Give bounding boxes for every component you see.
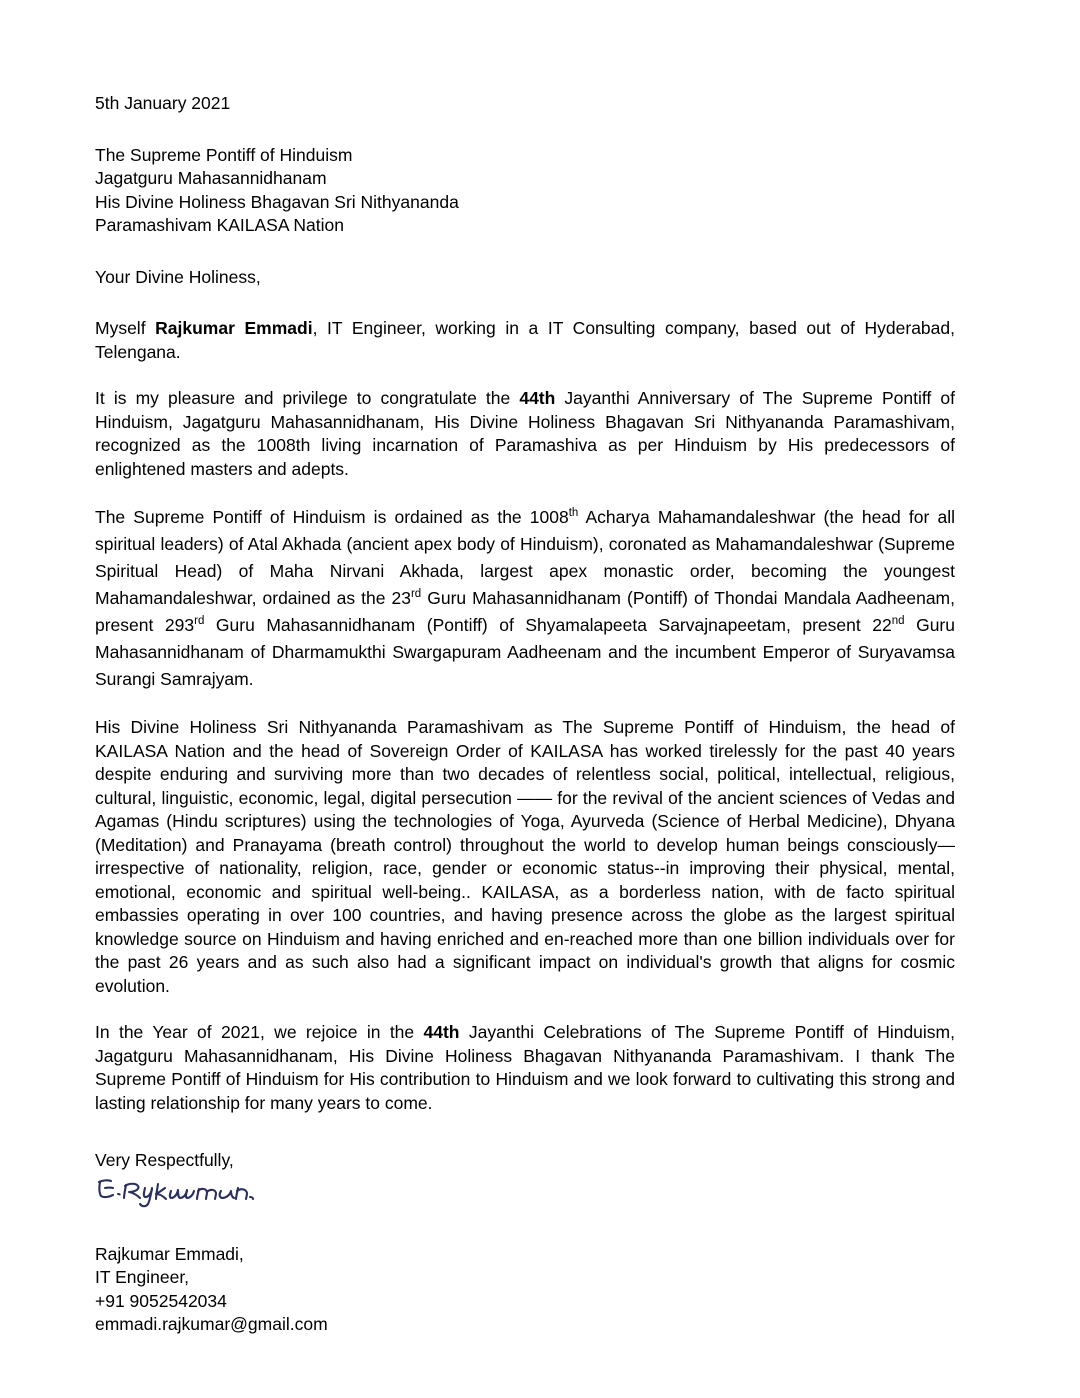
ordinal-suffix-293: rd xyxy=(194,615,205,628)
paragraph-closing-wishes xyxy=(95,1021,955,1115)
closing-salutation: Very Respectfully, xyxy=(95,1150,234,1170)
spacer xyxy=(95,116,955,144)
paragraph-2-part-2: Jayanthi Anniversary of The Supreme Pontiff of Hinduism, Jagatguru Mahasannidhanam, His Divine Holiness Bhagavan Sri Nithyananda Paramashivam, recognized as the 1008th living incarnation of Paramashiva as per Hinduism by His predecessors of enlightened masters and adepts. xyxy=(95,388,955,479)
spacer xyxy=(95,1209,955,1243)
paragraph-3-part-1: The Supreme Pontiff of Hinduism is ordained as the 1008 xyxy=(95,507,569,527)
recipient-line-1: The Supreme Pontiff of Hinduism xyxy=(95,144,353,165)
ordinal-suffix-1008: th xyxy=(568,507,579,520)
signer-email: emmadi.rajkumar@gmail.com xyxy=(95,1314,328,1334)
paragraph-achievements: His Divine Holiness Sri Nithyananda Paramashivam as The Supreme Pontiff of Hinduism, the head of KAILASA Nation and the head of Sovereign Order of KAILASA has worked tirelessly for the past 40 years despite enduring and surviving more than two decades of relentless social, political, intellectual, religious, cultural, linguistic, economic, legal, digital persecution —— for the revival of the ancient sciences of Vedas and Agamas (Hindu scriptures) using the technologies of Yoga, Ayurveda (Science of Herbal Medicine), Dhyana (Meditation) and Pranayama (breath control) throughout the world to develop human beings consciously—irrespective of nationality, religion, race, gender or economic status--in improving their physical, mental, emotional, economic and spiritual well-being.. KAILASA, as a borderless nation, with de facto spiritual embassies operating in over 100 countries, and having presence across the globe as the largest spiritual knowledge source on Hinduism and having enriched and en-reached more than one billion individuals over for the past 26 years and as such also had a significant impact on individual's growth that aligns for cosmic evolution. xyxy=(95,717,955,996)
letter-body xyxy=(95,92,955,1337)
sender-name-bold: Rajkumar Emmadi xyxy=(155,318,313,338)
spacer xyxy=(95,693,955,716)
spacer xyxy=(95,481,955,504)
letter-date: 5th January 2021 xyxy=(95,93,231,113)
ordinal-suffix-23: rd xyxy=(410,588,422,601)
paragraph-5-part-1: In the Year of 2021, we rejoice in the xyxy=(95,1022,424,1042)
signer-title: IT Engineer, xyxy=(95,1267,190,1287)
spacer xyxy=(95,289,955,317)
paragraph-2-part-1: It is my pleasure and privilege to congratulate the xyxy=(95,388,520,408)
paragraph-introduction xyxy=(95,317,955,364)
handwritten-signature xyxy=(95,1175,955,1209)
recipient-line-4: Paramashivam KAILASA Nation xyxy=(95,215,345,235)
paragraph-3-part-5: Guru Mahasannidhanam of Dharmamukthi Swargapuram Aadheenam and the incumbent Emperor of Suryavamsa Surangi Samrajyam. xyxy=(95,615,955,689)
recipient-address xyxy=(95,144,955,238)
paragraph-3-part-3: Guru Mahasannidhanam (Pontiff) of Thondai Mandala Aadheenam, present 293 xyxy=(95,588,955,635)
celebration-number-bold: 44th xyxy=(423,1022,460,1042)
paragraph-1-text-after: , IT Engineer, working in a IT Consulting company, based out of Hyderabad, Telengana. xyxy=(95,318,955,362)
signer-phone: +91 9052542034 xyxy=(95,1290,227,1311)
ordinal-suffix-22: nd xyxy=(891,615,905,628)
paragraph-3-part-4: Guru Mahasannidhanam (Pontiff) of Shyamalapeeta Sarvajnapeetam, present 22 xyxy=(204,615,892,635)
salutation: Your Divine Holiness, xyxy=(95,266,261,287)
paragraph-congratulation xyxy=(95,387,955,481)
paragraph-1-text-before: Myself xyxy=(95,318,156,338)
paragraph-titles xyxy=(95,504,955,693)
paragraph-3-part-2: Acharya Mahamandaleshwar (the head for all spiritual leaders) of Atal Akhada (ancient apex body of Hinduism), coronated as Mahamandaleshwar (Supreme Spiritual Head) of Maha Nirvani Akhada, largest apex monastic order, becoming the youngest Mahamandaleshwar, ordained as the 23 xyxy=(95,507,955,608)
signer-block xyxy=(95,1243,955,1337)
spacer xyxy=(95,1115,955,1149)
signer-name: Rajkumar Emmadi, xyxy=(95,1243,244,1264)
recipient-line-3: His Divine Holiness Bhagavan Sri Nithyananda xyxy=(95,191,459,212)
spacer xyxy=(95,998,955,1021)
paragraph-5-part-2: Jayanthi Celebrations of The Supreme Pontiff of Hinduism, Jagatguru Mahasannidhanam, His Divine Holiness Bhagavan Nithyananda Paramashivam. I thank The Supreme Pontiff of Hinduism for His contribution to Hinduism and we look forward to cultivating this strong and lasting relationship for many years to come. xyxy=(95,1022,955,1113)
spacer xyxy=(95,238,955,266)
spacer xyxy=(95,364,955,387)
anniversary-number-bold: 44th xyxy=(519,388,556,408)
recipient-line-2: Jagatguru Mahasannidhanam xyxy=(95,168,327,188)
